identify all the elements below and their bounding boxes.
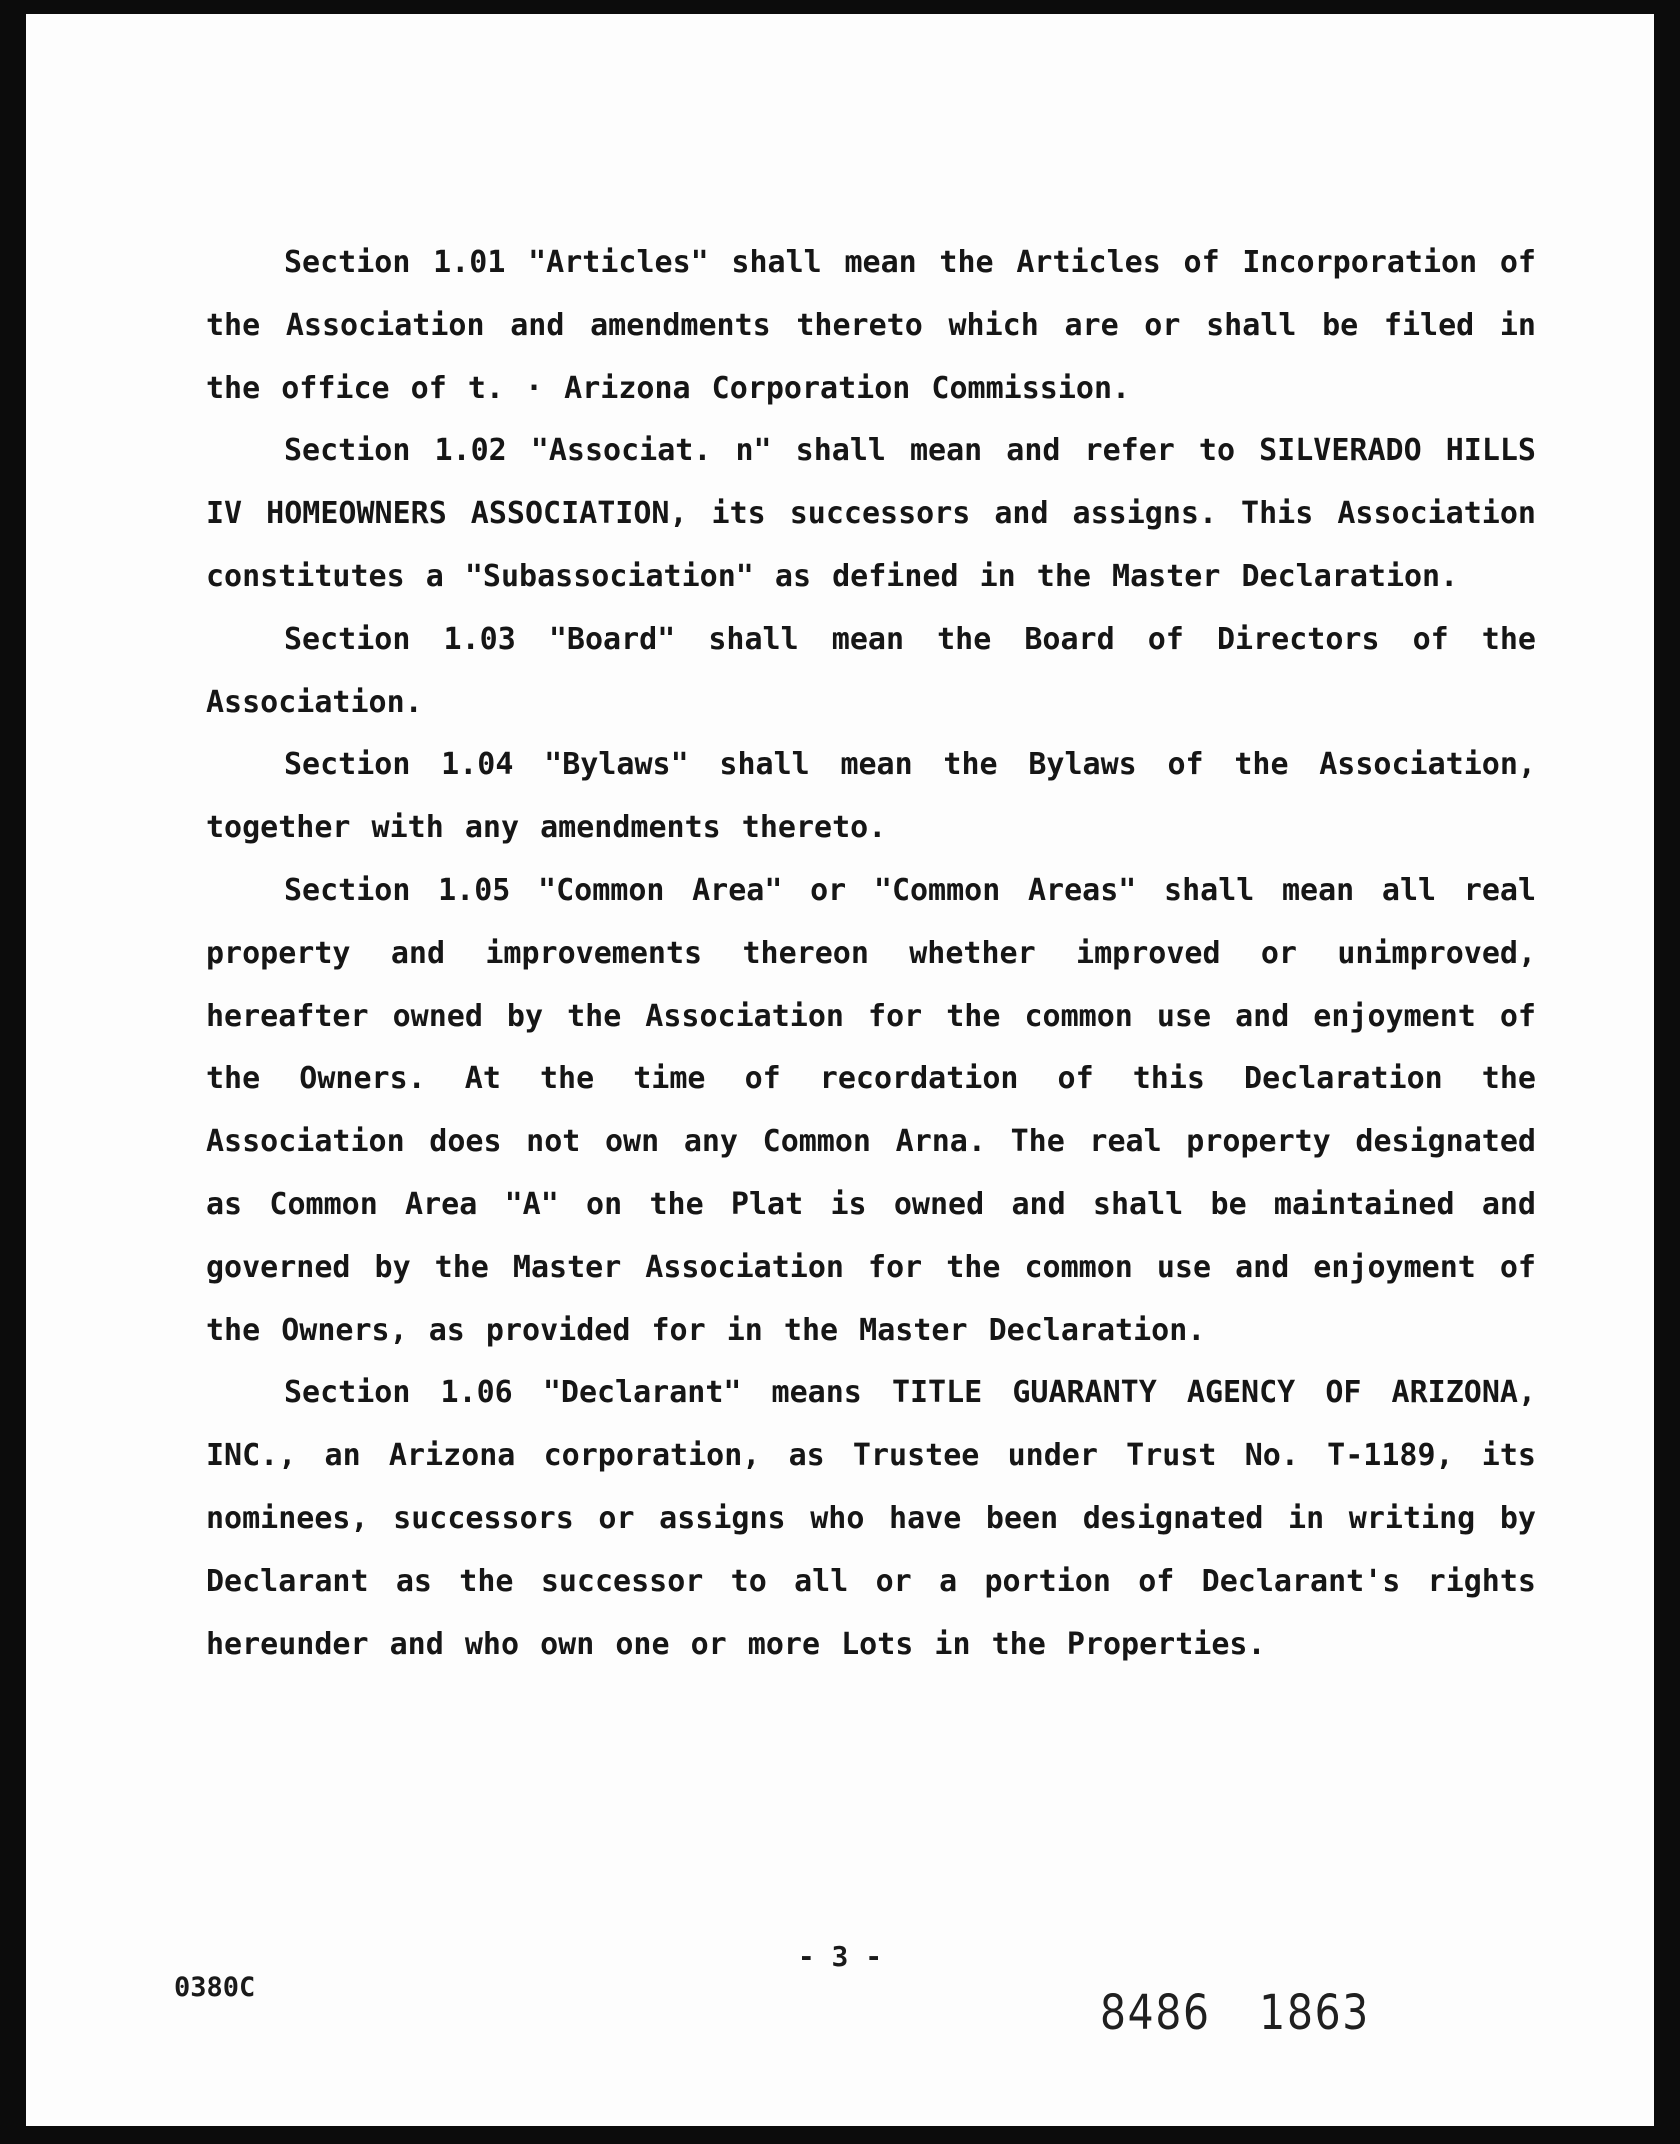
recording-stamp-number: 8486 1863 [1100,1985,1370,2041]
section-1-01: Section 1.01 "Articles" shall mean the Articles of Incorporation of the Association and amendments thereto which are or shall be filed in the office of t. · Arizona Corporation Commission. [206,245,1536,406]
section-1-05: Section 1.05 "Common Area" or "Common Areas" shall mean all real property and improvements thereon whether improved or unimproved, hereafter owned by the Association for the common use and enjoyment of the Owners. At the time of recordation of this Declaration the Association does not own any Common Arna. The real property designated as Common Area "A" on the Plat is owned and shall be maintained and governed by the Master Association for the common use and enjoyment of the Owners, as provided for in the Master Declaration. [206,872,1536,1348]
section-1-02: Section 1.02 "Associat. n" shall mean and refer to SILVERADO HILLS IV HOMEOWNERS ASSOCIATION, its successors and assigns. This Association constitutes a "Subassociation" as defined in the Master Declaration. [206,433,1536,594]
section-1-03: Section 1.03 "Board" shall mean the Board of Directors of the Association. [206,621,1536,720]
footer-code: 0380C [174,1972,256,2003]
section-1-04: Section 1.04 "Bylaws" shall mean the Bylaws of the Association, together with any amendments thereto. [206,747,1536,846]
page-number: - 3 - [797,1940,883,1973]
section-1-06: Section 1.06 "Declarant" means TITLE GUARANTY AGENCY OF ARIZONA, INC., an Arizona corporation, as Trustee under Trust No. T-1189, its nominees, successors or assigns who have been designated in writing by Declarant as the successor to all or a portion of Declarant's rights hereunder and who own one or more Lots in the Properties. [206,1375,1536,1662]
document-body [206,232,1536,1676]
document-page [26,14,1654,2126]
